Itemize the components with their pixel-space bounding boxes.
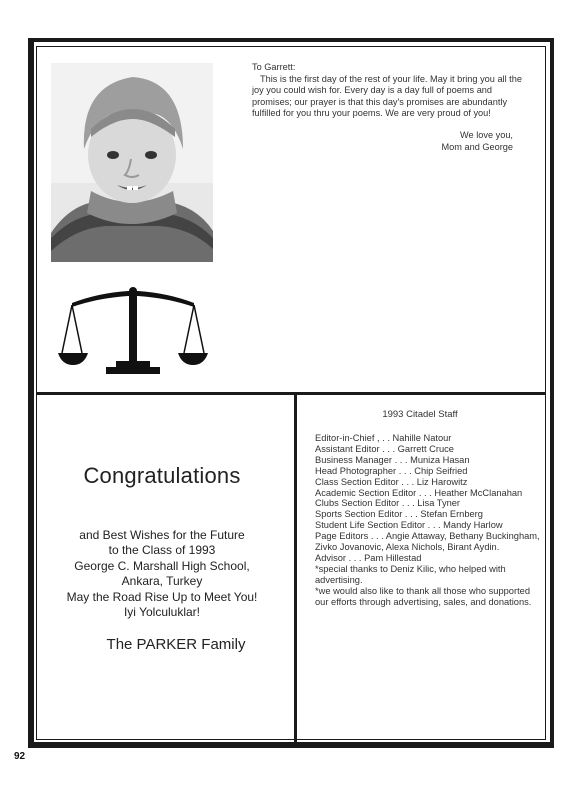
parent-letter bbox=[252, 62, 527, 120]
congratulations-message bbox=[40, 528, 284, 620]
section-divider-horizontal bbox=[36, 392, 546, 395]
staff-line: Business Manager . . . Muniza Hasan bbox=[315, 454, 470, 465]
staff-line: *special thanks to Deniz Kilic, who helped with advertising. bbox=[315, 563, 506, 585]
child-portrait-photo bbox=[51, 63, 213, 262]
page-border-bottom-bar bbox=[28, 742, 554, 748]
staff-line: Head Photographer . . . Chip Seifried bbox=[315, 465, 468, 476]
congratulations-line: and Best Wishes for the Future bbox=[79, 528, 245, 542]
page-number: 92 bbox=[14, 751, 26, 762]
family-signature: The PARKER Family bbox=[106, 636, 246, 653]
staff-line: Class Section Editor . . . Liz Harowitz bbox=[315, 476, 468, 487]
congratulations-line: to the Class of 1993 bbox=[108, 543, 216, 558]
staff-line: Assistant Editor . . . Garrett Cruce bbox=[315, 443, 454, 454]
staff-line: Editor-in-Chief , . . Nahille Natour bbox=[315, 433, 452, 443]
staff-heading: 1993 Citadel Staff bbox=[382, 409, 458, 420]
scales-of-justice-icon bbox=[58, 283, 208, 383]
congratulations-line: Iyi Yolculuklar! bbox=[123, 605, 201, 620]
staff-list bbox=[315, 433, 541, 608]
congratulations-line: May the Road Rise Up to Meet You! bbox=[66, 589, 258, 604]
section-divider-vertical bbox=[294, 392, 297, 742]
staff-line: Sports Section Editor . . . Stefan Ernberg bbox=[315, 509, 483, 520]
letter-signature: Mom and George bbox=[441, 141, 513, 152]
staff-line: Advisor . . . Pam Hillestad bbox=[315, 552, 422, 563]
letter-body: This is the first day of the rest of your life. May it bring you all the joy you could wish for. Every day is a day full of poems and promises; our prayer is that this day's promises are abundantly fulfilled for you thru your poems. We are very proud of you! bbox=[252, 73, 522, 119]
congratulations-title: Congratulations bbox=[83, 463, 241, 488]
letter-greeting: To Garrett: bbox=[252, 62, 296, 72]
letter-closing: We love you, bbox=[460, 130, 513, 140]
congratulations-line: Ankara, Turkey bbox=[121, 574, 203, 589]
letter-signoff bbox=[400, 130, 513, 153]
staff-line: Student Life Section Editor . . . Mandy Harlow bbox=[315, 520, 503, 531]
staff-line: Page Editors . . . Angie Attaway, Bethany Buckingham, Zivko Jovanovic, Alexa Nichols, Birant Aydin. bbox=[315, 531, 540, 553]
staff-line: Clubs Section Editor . . . Lisa Tyner bbox=[315, 498, 461, 509]
staff-line: *we would also like to thank all those who supported our efforts through advertising, sales, and donations. bbox=[315, 585, 532, 607]
page-border-left-bar bbox=[28, 38, 34, 748]
staff-line: Academic Section Editor . . . Heather McClanahan bbox=[315, 487, 523, 498]
child-portrait-illustration bbox=[51, 63, 213, 262]
congratulations-line: George C. Marshall High School, bbox=[74, 558, 250, 573]
